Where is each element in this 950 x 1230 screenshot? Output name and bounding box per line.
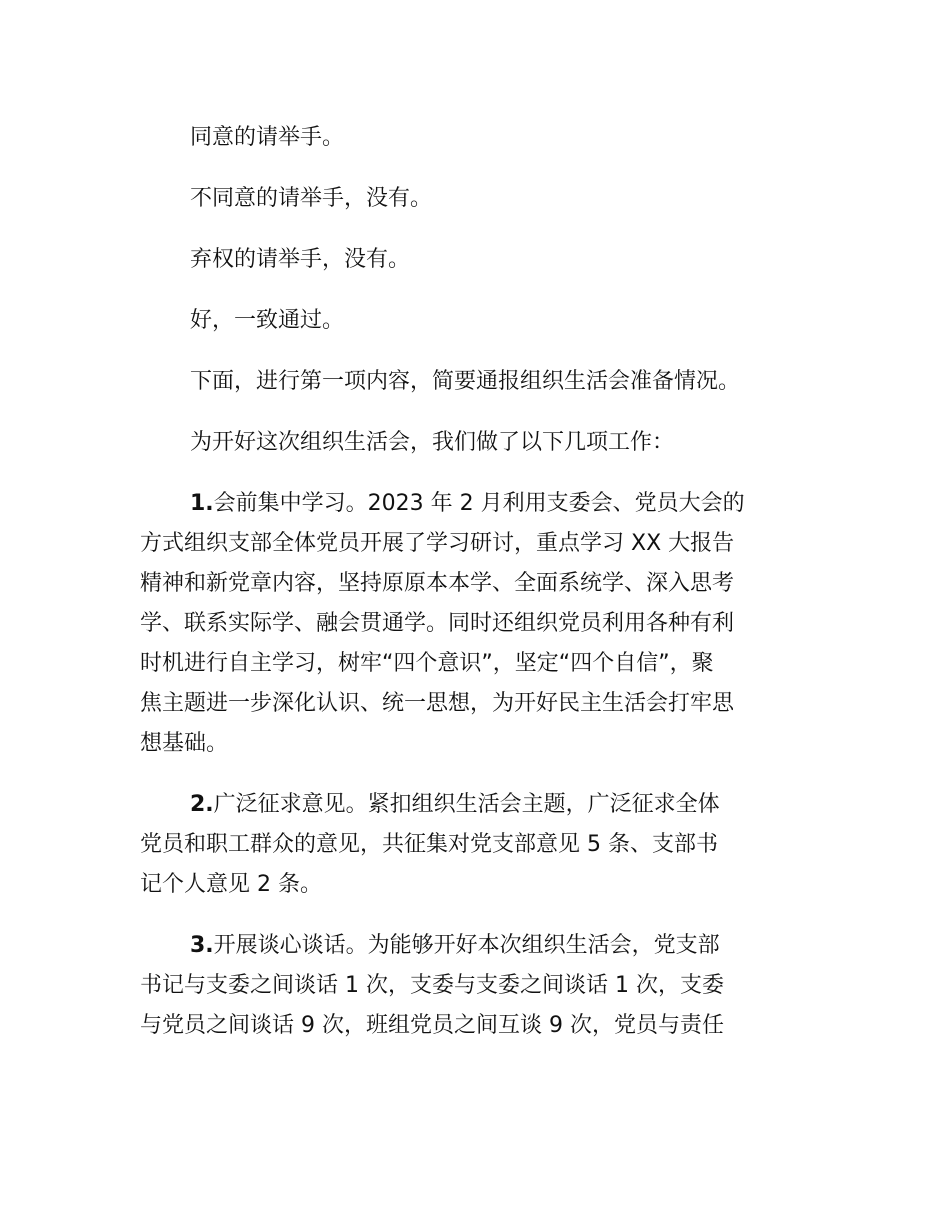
text-line: 好，一致通过。 bbox=[190, 308, 345, 333]
paragraph-first-line bbox=[140, 484, 812, 524]
text-line: 书记与支委之间谈话 1 次，支委与支委之间谈话 1 次，支委 bbox=[140, 973, 724, 998]
text-line: 焦主题进一步深化认识、统一思想，为开好民主生活会打牢思 bbox=[140, 691, 735, 716]
paragraph-first-line bbox=[140, 785, 812, 825]
work-item-2 bbox=[140, 785, 812, 905]
paragraph-first-line bbox=[140, 926, 812, 966]
text-line: 下面，进行第一项内容，简要通报组织生活会准备情况。 bbox=[190, 369, 741, 394]
text-span: 广泛征求意见。紧扣组织生活会主题，广泛征求全体 bbox=[213, 792, 720, 817]
text-line: 为开好这次组织生活会，我们做了以下几项工作： bbox=[190, 430, 675, 455]
text-line: 弃权的请举手，没有。 bbox=[190, 247, 411, 272]
text-line: 学、联系实际学、融会贯通学。同时还组织党员利用各种有利 bbox=[140, 611, 735, 636]
text-line: 党员和职工群众的意见，共征集对党支部意见 5 条、支部书 bbox=[140, 832, 718, 857]
text-line: 时机进行自主学习，树牢“四个意识”，坚定“四个自信”，聚 bbox=[140, 651, 714, 676]
text-span: 会前集中学习。2023 年 2 月利用支委会、党员大会的 bbox=[213, 491, 745, 516]
text-line: 与党员之间谈话 9 次，班组党员之间互谈 9 次，党员与责任 bbox=[140, 1013, 724, 1038]
text-line: 记个人意见 2 条。 bbox=[140, 872, 322, 897]
item-number: 1. bbox=[190, 491, 214, 516]
text-line: 精神和新党章内容，坚持原原本本学、全面系统学、深入思考 bbox=[140, 571, 735, 596]
document-body bbox=[140, 118, 812, 1067]
work-item-1 bbox=[140, 484, 812, 764]
text-line: 不同意的请举手，没有。 bbox=[190, 186, 433, 211]
text-line: 方式组织支部全体党员开展了学习研讨，重点学习 XX 大报告 bbox=[140, 531, 735, 556]
item-number: 2. bbox=[190, 792, 214, 817]
text-line: 想基础。 bbox=[140, 731, 229, 756]
text-line: 同意的请举手。 bbox=[190, 125, 345, 150]
work-item-3 bbox=[140, 926, 812, 1046]
text-span: 开展谈心谈话。为能够开好本次组织生活会，党支部 bbox=[213, 933, 720, 958]
item-number: 3. bbox=[190, 933, 214, 958]
